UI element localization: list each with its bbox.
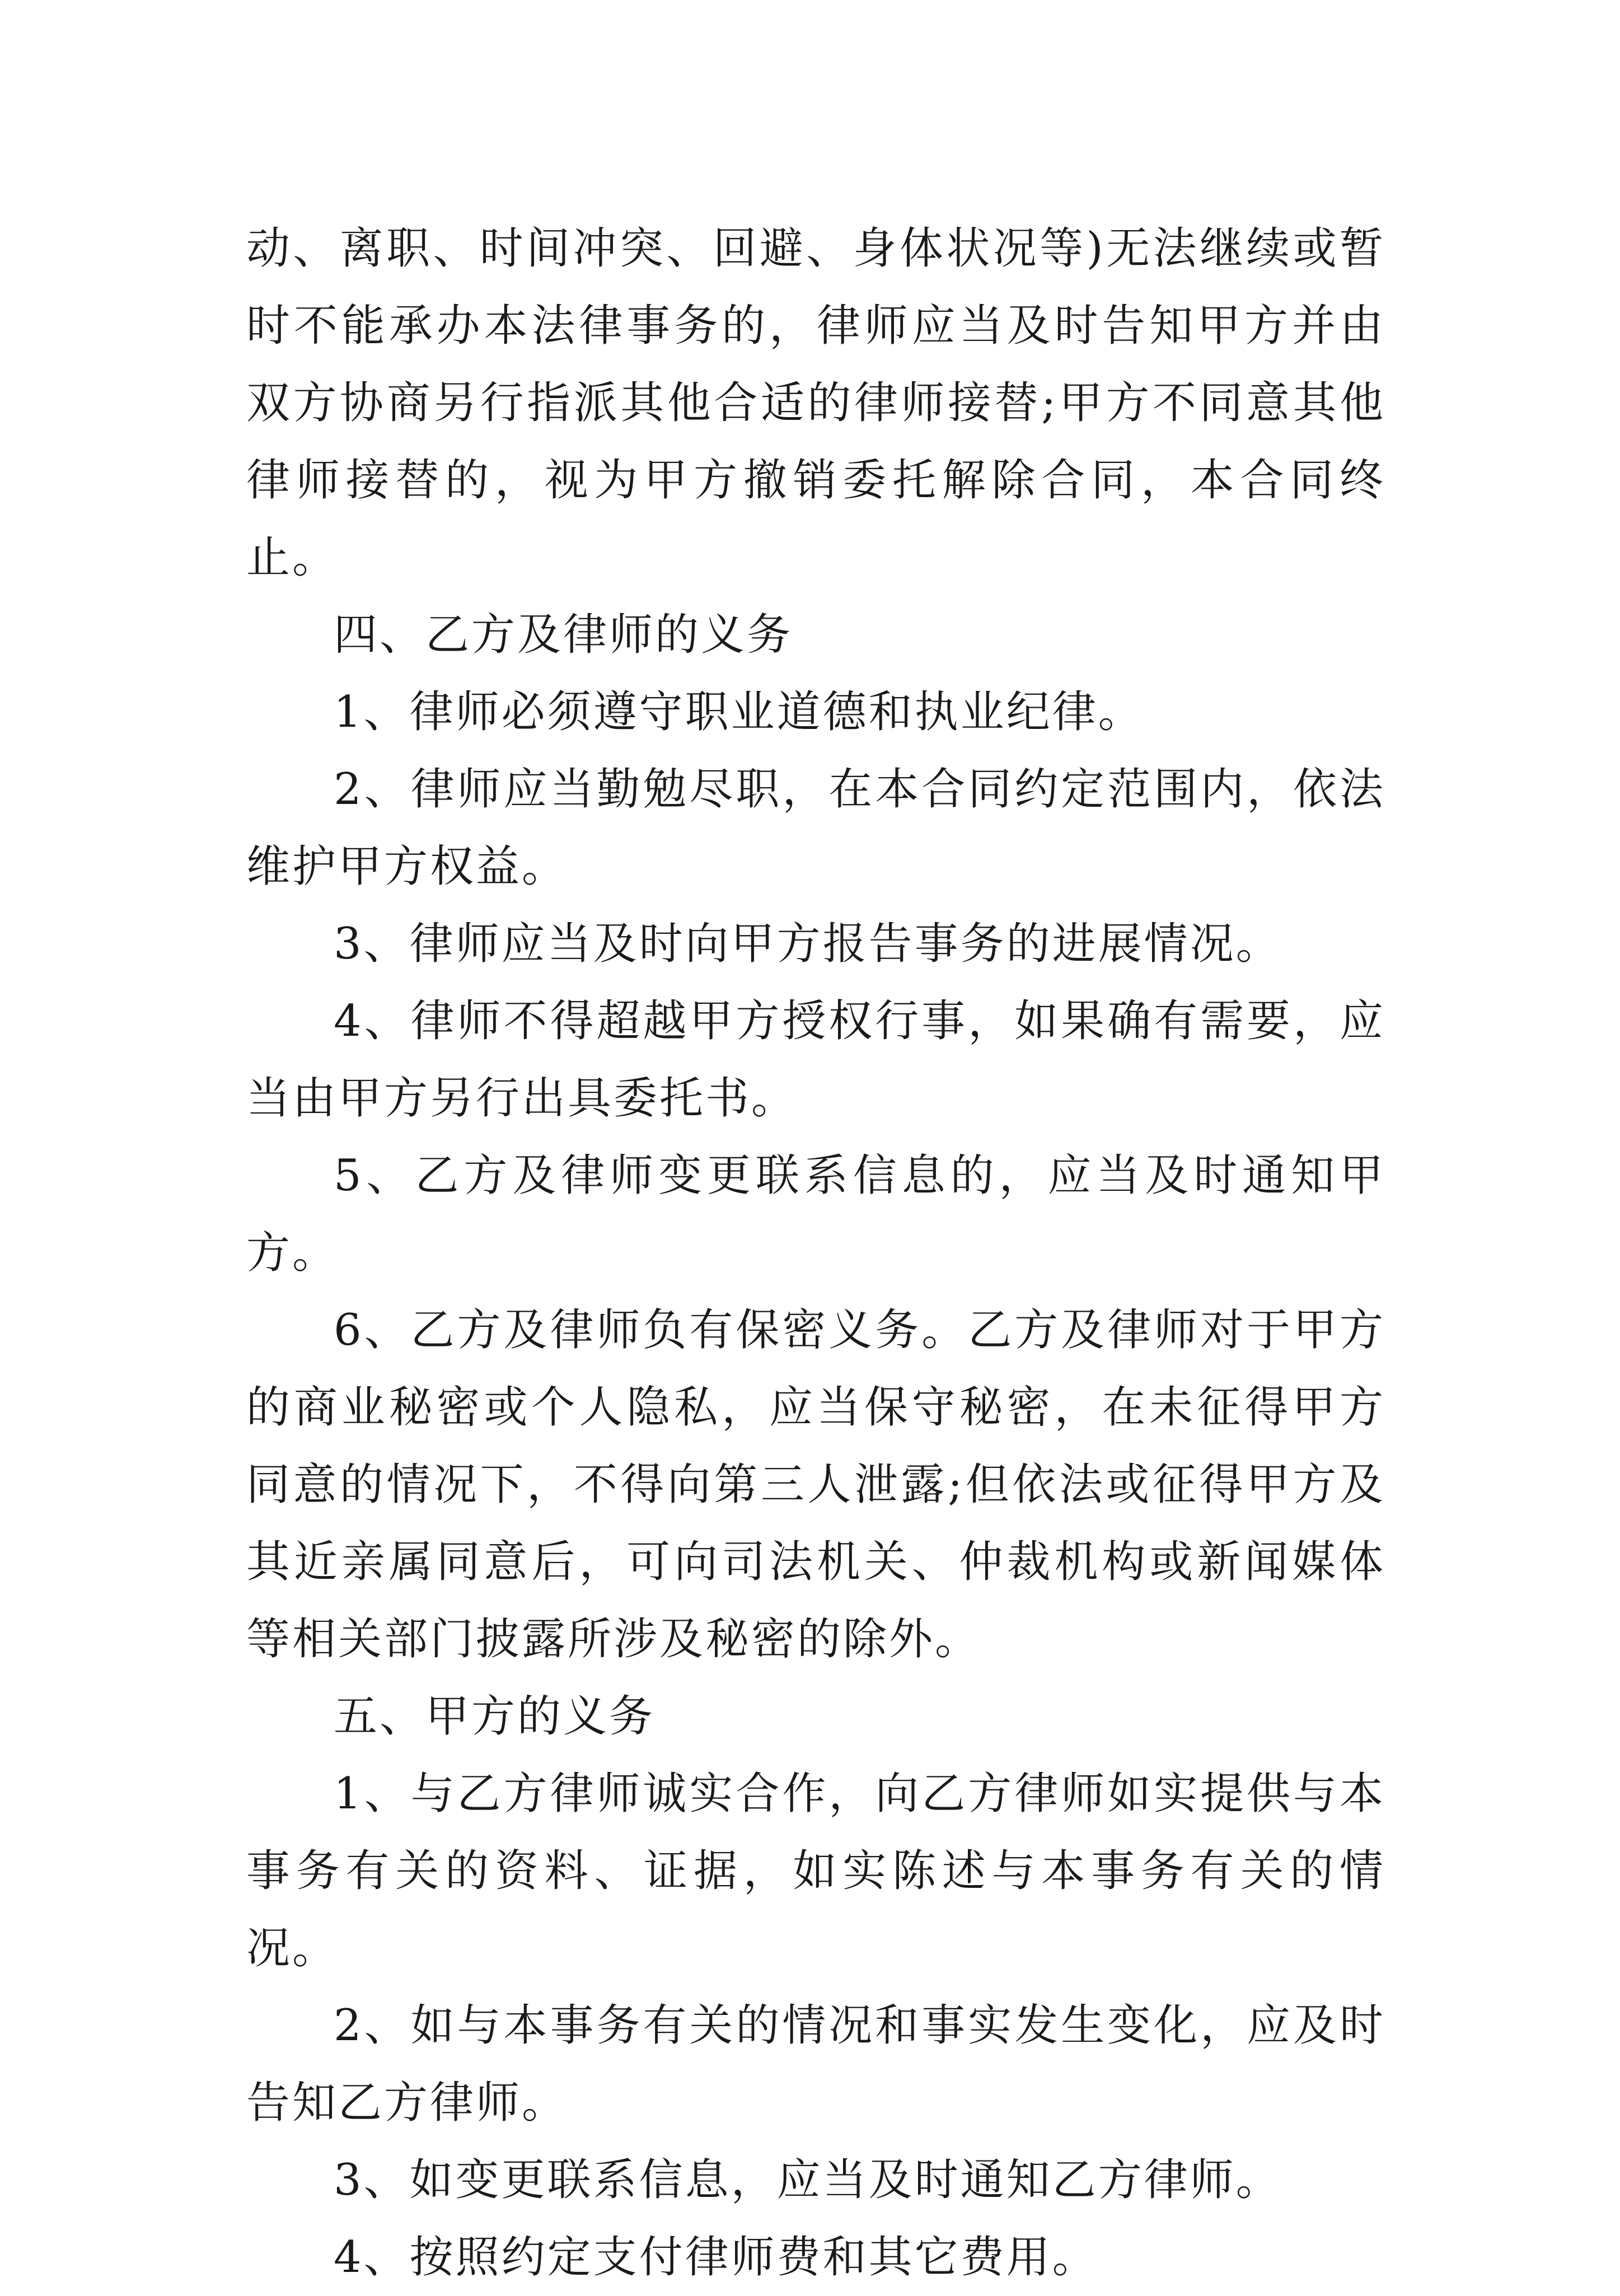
- clause-b-1: 1、律师必须遵守职业道德和执业纪律。: [334, 687, 1144, 737]
- clause-a-1: 1、与乙方律师诚实合作，向乙方律师如实提供与本事务有关的资料、证据，如实陈述与本事务有关的情况。: [246, 1769, 1385, 1974]
- clause-a-3: 3、如变更联系信息，应当及时通知乙方律师。: [334, 2155, 1282, 2205]
- clause-b-5: 5、乙方及律师变更联系信息的，应当及时通知甲方。: [246, 1151, 1385, 1278]
- clause-b-6: 6、乙方及律师负有保密义务。乙方及律师对于甲方的商业秘密或个人隐私，应当保守秘密，在未征得甲方同意的情况下，不得向第三人泄露;但依法或征得甲方及其近亲属同意后，可向司法机关、仲裁机构或新闻媒体等相关部门披露所涉及秘密的除外。: [246, 1305, 1385, 1664]
- clause-a-4: 4、按照约定支付律师费和其它费用。: [334, 2232, 1098, 2283]
- document-body: [246, 210, 1385, 2296]
- clause-a-2: 2、如与本事务有关的情况和事实发生变化，应及时告知乙方律师。: [246, 2000, 1385, 2128]
- section-heading-obligations-of-party-b: 四、乙方及律师的义务: [334, 610, 793, 660]
- clause-b-2: 2、律师应当勤勉尽职，在本合同约定范围内，依法维护甲方权益。: [246, 764, 1385, 892]
- section-heading-obligations-of-party-a: 五、甲方的义务: [334, 1691, 656, 1742]
- clause-b-4: 4、律师不得超越甲方授权行事，如果确有需要，应当由甲方另行出具委托书。: [246, 996, 1385, 1124]
- clause-b-3: 3、律师应当及时向甲方报告事务的进展情况。: [334, 919, 1282, 969]
- paragraph-continuation: 动、离职、时间冲突、回避、身体状况等)无法继续或暂时不能承办本法律事务的，律师应当及时告知甲方并由双方协商另行指派其他合适的律师接替;甲方不同意其他律师接替的，视为甲方撤销委托解除合同，本合同终止。: [246, 223, 1385, 583]
